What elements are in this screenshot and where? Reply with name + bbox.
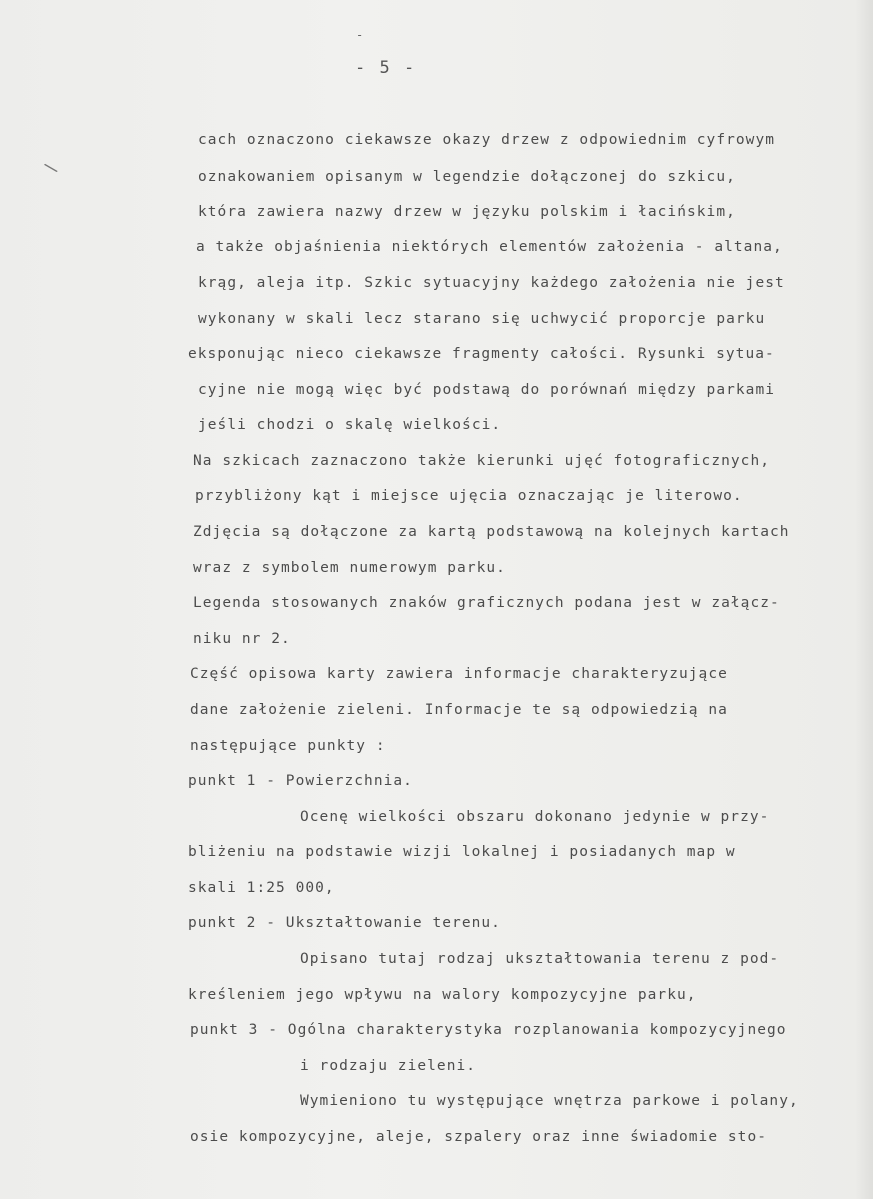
text-line: Legenda stosowanych znaków graficznych podana jest w załącz- <box>193 595 780 611</box>
text-line: cyjne nie mogą więc być podstawą do porównań między parkami <box>198 382 776 398</box>
text-line: skali 1:25 000, <box>188 880 335 896</box>
text-line: Opisano tutaj rodzaj ukształtowania terenu z pod- <box>300 951 780 967</box>
text-line: dane założenie zieleni. Informacje te są odpowiedzią na <box>190 702 728 718</box>
text-line: Wymieniono tu występujące wnętrza parkowe i polany, <box>300 1093 799 1109</box>
margin-stray-mark: \ <box>41 156 61 179</box>
text-line: która zawiera nazwy drzew w języku polskim i łacińskim, <box>198 204 736 220</box>
text-line: eksponując nieco ciekawsze fragmenty całości. Rysunki sytua- <box>188 346 775 362</box>
text-line: Ocenę wielkości obszaru dokonano jedynie w przy- <box>300 809 770 825</box>
text-line: przybliżony kąt i miejsce ujęcia oznaczając je literowo. <box>195 488 743 504</box>
text-line: Zdjęcia są dołączone za kartą podstawową na kolejnych kartach <box>193 524 790 540</box>
page-number: - 5 - <box>355 58 417 78</box>
text-line: osie kompozycyjne, aleje, szpalery oraz inne świadomie sto- <box>190 1129 768 1145</box>
text-line: cach oznaczono ciekawsze okazy drzew z odpowiednim cyfrowym <box>198 132 776 148</box>
text-line: oznakowaniem opisanym w legendzie dołączonej do szkicu, <box>198 169 736 185</box>
section-heading-punkt-1: punkt 1 - Powierzchnia. <box>188 773 413 789</box>
text-line: a także objaśnienia niektórych elementów założenia - altana, <box>196 239 783 255</box>
text-line: jeśli chodzi o skalę wielkości. <box>198 417 502 433</box>
section-heading-punkt-3: punkt 3 - Ogólna charakterystyka rozplanowania kompozycyjnego <box>190 1022 787 1038</box>
text-line: Na szkicach zaznaczono także kierunki ujęć fotograficznych, <box>193 453 771 469</box>
text-line: kreśleniem jego wpływu na walory kompozycyjne parku, <box>188 987 697 1003</box>
top-dash-mark: - <box>356 28 365 42</box>
section-heading-punkt-3-continued: i rodzaju zieleni. <box>300 1058 477 1074</box>
text-line: wykonany w skali lecz starano się uchwycić proporcje parku <box>198 311 766 327</box>
text-line: wraz z symbolem numerowym parku. <box>193 560 506 576</box>
text-line: następujące punkty : <box>190 738 386 754</box>
page-edge-shadow <box>855 0 873 1199</box>
text-line: Część opisowa karty zawiera informacje charakteryzujące <box>190 666 728 682</box>
text-line: bliżeniu na podstawie wizji lokalnej i posiadanych map w <box>188 844 736 860</box>
section-heading-punkt-2: punkt 2 - Ukształtowanie terenu. <box>188 915 501 931</box>
text-line: niku nr 2. <box>193 631 291 647</box>
text-line: krąg, aleja itp. Szkic sytuacyjny każdego założenia nie jest <box>198 275 785 291</box>
